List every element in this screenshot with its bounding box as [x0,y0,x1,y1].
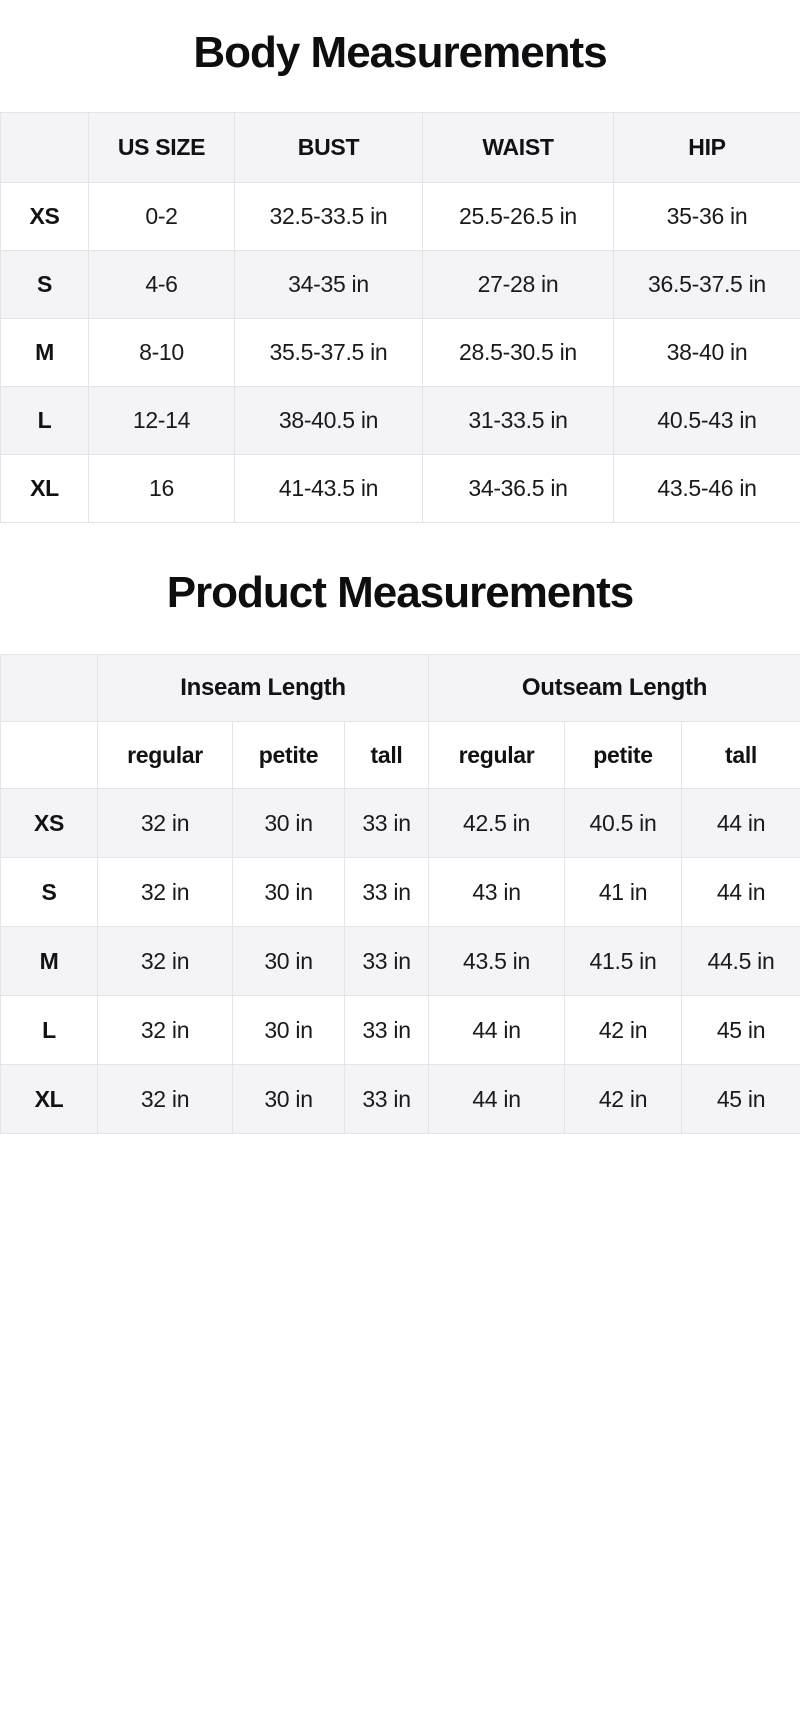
size-label: L [1,387,89,455]
measurement-cell: 43.5-46 in [614,455,800,523]
measurement-cell: 45 in [682,996,800,1065]
measurement-cell: 16 [89,455,235,523]
measurement-cell: 42 in [565,1065,682,1134]
subcolumn-header-outseam-tall: tall [682,722,800,789]
body-measurements-row-m [1,319,800,387]
body-table-header-row [1,113,800,183]
measurement-cell: 30 in [233,789,345,858]
column-header-us-size: US SIZE [89,113,235,183]
size-label: M [1,319,89,387]
product-measurements-row-xl [1,1065,800,1134]
size-label: S [1,858,98,927]
subcolumn-header-inseam-regular: regular [98,722,233,789]
measurement-cell: 4-6 [89,251,235,319]
measurement-cell: 41 in [565,858,682,927]
column-header-waist: WAIST [423,113,614,183]
body-measurements-row-l [1,387,800,455]
size-label: M [1,927,98,996]
measurement-cell: 32 in [98,1065,233,1134]
measurement-cell: 33 in [345,927,429,996]
measurement-cell: 32 in [98,858,233,927]
measurement-cell: 40.5-43 in [614,387,800,455]
column-header-hip: HIP [614,113,800,183]
group-header-outseam-length: Outseam Length [429,655,800,722]
measurement-cell: 32 in [98,927,233,996]
measurement-cell: 45 in [682,1065,800,1134]
measurement-cell: 33 in [345,1065,429,1134]
body-measurements-row-s [1,251,800,319]
product-table-subheader-row [1,722,800,789]
measurement-cell: 32 in [98,789,233,858]
size-label: XS [1,789,98,858]
measurement-cell: 42 in [565,996,682,1065]
size-label: XS [1,183,89,251]
measurement-cell: 34-35 in [235,251,423,319]
measurement-cell: 44 in [682,858,800,927]
measurement-cell: 38-40.5 in [235,387,423,455]
product-measurements-title: Product Measurements [166,568,634,617]
measurement-cell: 41-43.5 in [235,455,423,523]
measurement-cell: 30 in [233,927,345,996]
measurement-cell: 36.5-37.5 in [614,251,800,319]
measurement-cell: 31-33.5 in [423,387,614,455]
measurement-cell: 30 in [233,1065,345,1134]
measurement-cell: 28.5-30.5 in [423,319,614,387]
measurement-cell: 30 in [233,996,345,1065]
product-measurements-table [0,654,800,1134]
corner-cell [1,655,98,722]
subcolumn-header-inseam-tall: tall [345,722,429,789]
measurement-cell: 41.5 in [565,927,682,996]
measurement-cell: 34-36.5 in [423,455,614,523]
measurement-cell: 38-40 in [614,319,800,387]
measurement-cell: 8-10 [89,319,235,387]
measurement-cell: 25.5-26.5 in [423,183,614,251]
measurement-cell: 44 in [682,789,800,858]
product-measurements-row-m [1,927,800,996]
measurement-cell: 42.5 in [429,789,565,858]
group-header-inseam-length: Inseam Length [98,655,429,722]
measurement-cell: 33 in [345,858,429,927]
product-measurements-row-xs [1,789,800,858]
subcolumn-header-inseam-petite: petite [233,722,345,789]
measurement-cell: 12-14 [89,387,235,455]
size-label: L [1,996,98,1065]
subcolumn-header-outseam-regular: regular [429,722,565,789]
measurement-cell: 43.5 in [429,927,565,996]
body-measurements-row-xs [1,183,800,251]
measurement-cell: 30 in [233,858,345,927]
product-measurements-row-s [1,858,800,927]
body-measurements-title: Body Measurements [193,28,607,77]
measurement-cell: 40.5 in [565,789,682,858]
corner-cell [1,722,98,789]
measurement-cell: 44 in [429,1065,565,1134]
size-label: S [1,251,89,319]
body-measurements-table [0,112,800,523]
measurement-cell: 27-28 in [423,251,614,319]
measurement-cell: 33 in [345,996,429,1065]
measurement-cell: 35-36 in [614,183,800,251]
measurement-cell: 44.5 in [682,927,800,996]
measurement-cell: 44 in [429,996,565,1065]
corner-cell [1,113,89,183]
measurement-cell: 0-2 [89,183,235,251]
product-table-group-header-row [1,655,800,722]
product-measurements-row-l [1,996,800,1065]
measurement-cell: 32.5-33.5 in [235,183,423,251]
subcolumn-header-outseam-petite: petite [565,722,682,789]
measurement-cell: 35.5-37.5 in [235,319,423,387]
body-measurements-row-xl [1,455,800,523]
measurement-cell: 43 in [429,858,565,927]
size-label: XL [1,1065,98,1134]
size-label: XL [1,455,89,523]
measurement-cell: 32 in [98,996,233,1065]
column-header-bust: BUST [235,113,423,183]
measurement-cell: 33 in [345,789,429,858]
